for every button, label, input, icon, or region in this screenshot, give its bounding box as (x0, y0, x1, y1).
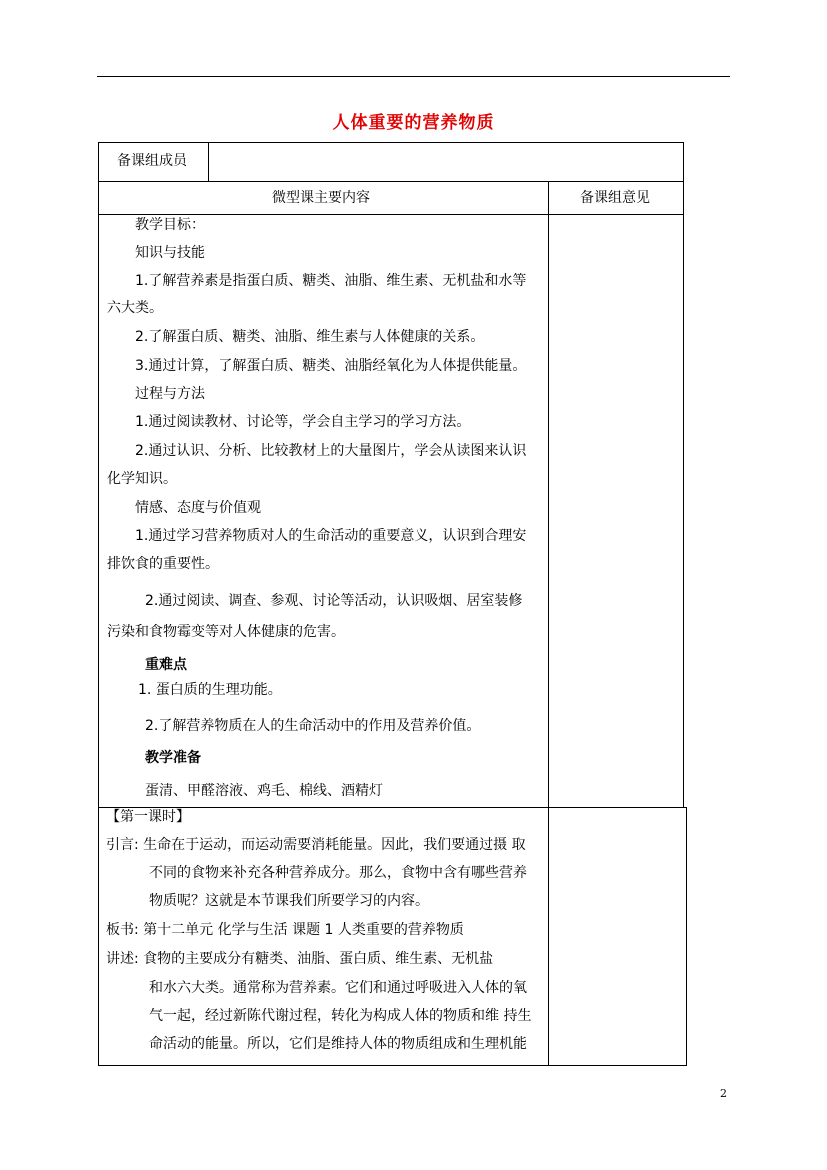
content-line: 3.通过计算，了解蛋白质、糖类、油脂经氧化为人体提供能量。 (135, 358, 527, 374)
content-line: 知识与技能 (135, 245, 205, 261)
content-line: 情感、态度与价值观 (135, 500, 261, 516)
table-border (98, 142, 99, 808)
content-line: 2.了解蛋白质、糖类、油脂、维生素与人体健康的关系。 (135, 329, 485, 345)
table-border (208, 142, 209, 181)
content-line: 教学目标： (135, 217, 205, 233)
page-number: 2 (720, 1087, 727, 1100)
lesson-line: 【第一课时】 (106, 809, 190, 825)
table-border (98, 1065, 687, 1066)
table-border (686, 807, 687, 1066)
lesson-line: 命活动的能量。所以，它们是维持人体的物质组成和生理机能 (149, 1036, 527, 1052)
content-line: 蛋清、甲醛溶液、鸡毛、棉线、酒精灯 (145, 783, 383, 799)
table-border (98, 181, 684, 182)
table-border (98, 142, 684, 143)
header-rule (97, 76, 730, 77)
content-line: 1.通过阅读教材、讨论等，学会自主学习的学习方法。 (135, 414, 471, 430)
table-border (98, 807, 687, 808)
opinion-column-header: 备课组意见 (580, 190, 650, 206)
lesson-line: 和水六大类。通常称为营养素。它们和通过呼吸进入人体的氧 (149, 980, 527, 996)
lesson-line: 讲述: 食物的主要成分有糖类、油脂、蛋白质、维生素、无机盐 (106, 951, 494, 967)
content-line: 1.了解营养素是指蛋白质、糖类、油脂、维生素、无机盐和水等 (135, 273, 527, 289)
content-line: 化学知识。 (107, 471, 177, 487)
lesson-line: 气一起，经过新陈代谢过程，转化为构成人体的物质和维 持生 (149, 1008, 532, 1024)
section-heading: 重难点 (145, 657, 187, 673)
content-line: 2.通过阅读、调查、参观、讨论等活动，认识吸烟、居室装修 (145, 593, 523, 609)
content-line: 1. 蛋白质的生理功能。 (138, 682, 282, 698)
table-border (683, 142, 684, 808)
table-border (548, 807, 549, 1066)
table-border (98, 807, 99, 1066)
content-line: 2.通过认识、分析、比较教材上的大量图片，学会从读图来认识 (135, 443, 527, 459)
content-line: 污染和食物霉变等对人体健康的危害。 (107, 624, 345, 640)
content-line: 六大类。 (107, 300, 163, 316)
table-border (98, 214, 684, 215)
table-border (548, 181, 549, 808)
content-line: 2.了解营养物质在人的生命活动中的作用及营养价值。 (145, 718, 481, 734)
lesson-line: 不同的食物来补充各种营养成分。那么，食物中含有哪些营养 (149, 865, 527, 881)
section-heading: 教学准备 (145, 750, 201, 766)
content-line: 排饮食的重要性。 (107, 556, 219, 572)
content-column-header: 微型课主要内容 (272, 190, 370, 206)
lesson-line: 板书: 第十二单元 化学与生活 课题 1 人类重要的营养物质 (106, 922, 464, 938)
document-title: 人体重要的营养物质 (332, 113, 495, 133)
content-line: 1.通过学习营养物质对人的生命活动的重要意义，认识到合理安 (135, 528, 527, 544)
content-line: 过程与方法 (135, 386, 205, 402)
lesson-line: 物质呢？这就是本节课我们所要学习的内容。 (149, 893, 429, 909)
members-label: 备课组成员 (117, 153, 187, 169)
lesson-line: 引言: 生命在于运动，而运动需要消耗能量。因此，我们要通过摄 取 (106, 837, 526, 853)
